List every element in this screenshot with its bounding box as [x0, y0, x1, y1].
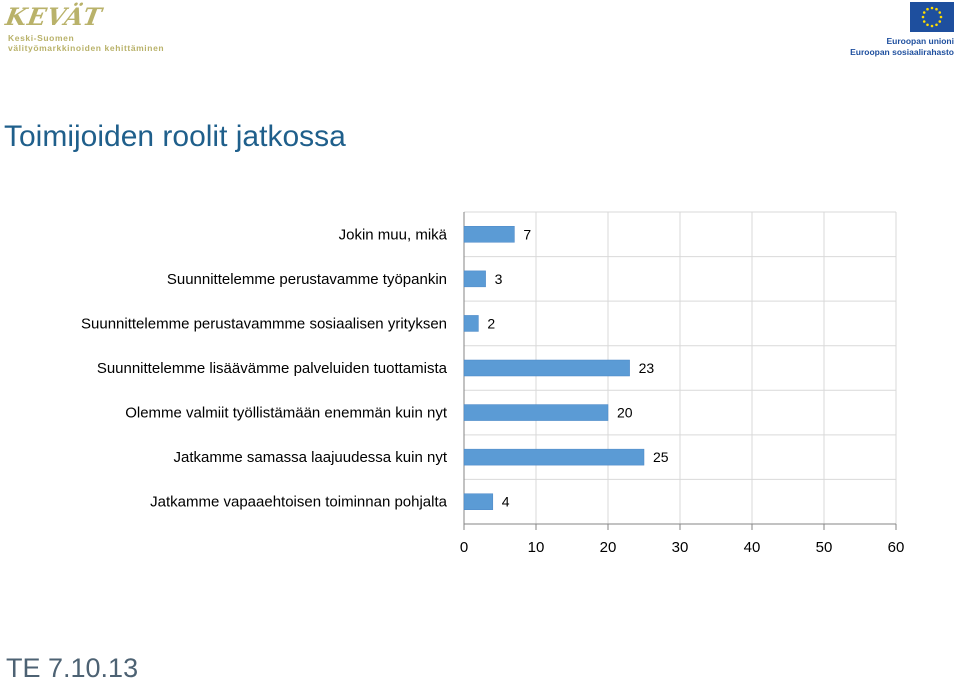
data-label: 25	[653, 449, 669, 466]
x-tick-label: 50	[815, 539, 833, 556]
data-label: 2	[487, 315, 496, 332]
eu-label-line2: Euroopan sosiaalirahasto	[850, 47, 954, 57]
category-label: Suunnittelemme perustavamme työpankin	[166, 270, 447, 288]
eu-label-line1: Euroopan unioni	[886, 36, 954, 46]
eu-logo	[850, 0, 960, 60]
page-title: Toimijoiden roolit jatkossa	[4, 120, 346, 153]
category-label: Jatkamme vapaaehtoisen toiminnan pohjalta	[150, 493, 447, 511]
eu-star	[922, 16, 925, 19]
eu-star	[940, 16, 943, 19]
logo-subtitle-line2: välityömarkkinoiden kehittäminen	[8, 43, 165, 53]
data-label: 20	[617, 404, 633, 421]
category-label: Suunnittelemme lisäävämme palveluiden tuottamista	[96, 360, 447, 377]
keva-logo	[3, 2, 165, 53]
eu-star	[938, 20, 941, 23]
x-tick-label: 20	[599, 539, 617, 556]
eu-star	[923, 20, 926, 23]
bar-chart	[0, 200, 960, 570]
logo-mark: KEVÄT	[3, 2, 105, 31]
data-label: 23	[638, 360, 655, 376]
x-tick-label: 0	[459, 539, 469, 556]
category-label: Jatkamme samassa laajuudessa kuin nyt	[173, 449, 447, 467]
bar	[464, 405, 608, 421]
eu-star	[926, 23, 929, 26]
eu-star	[935, 8, 938, 11]
x-tick-label: 40	[743, 539, 761, 556]
x-tick-label: 30	[671, 539, 689, 556]
bar	[464, 494, 493, 510]
data-label: 3	[494, 270, 503, 287]
eu-star	[935, 23, 938, 26]
bar	[464, 449, 644, 465]
bar	[464, 271, 486, 287]
eu-star	[923, 11, 926, 14]
bar	[464, 226, 514, 242]
x-tick-label: 60	[887, 539, 905, 556]
eu-star	[931, 25, 934, 28]
category-label: Jokin muu, mikä	[338, 226, 447, 244]
category-label: Olemme valmiit työllistämään enemmän kuin nyt	[125, 404, 447, 422]
category-label: Suunnittelemme perustavammme sosiaalisen yrityksen	[81, 315, 447, 333]
data-label: 4	[501, 493, 510, 510]
data-label: 7	[523, 226, 532, 243]
bar	[464, 315, 478, 331]
x-tick-label: 10	[527, 539, 545, 556]
eu-star	[926, 8, 929, 11]
footer-date: TE 7.10.13	[6, 653, 139, 683]
eu-flag-icon	[910, 2, 954, 32]
logo-subtitle-line1: Keski-Suomen	[8, 33, 75, 43]
eu-star	[931, 7, 934, 10]
bar	[464, 360, 630, 376]
eu-star	[938, 11, 941, 14]
